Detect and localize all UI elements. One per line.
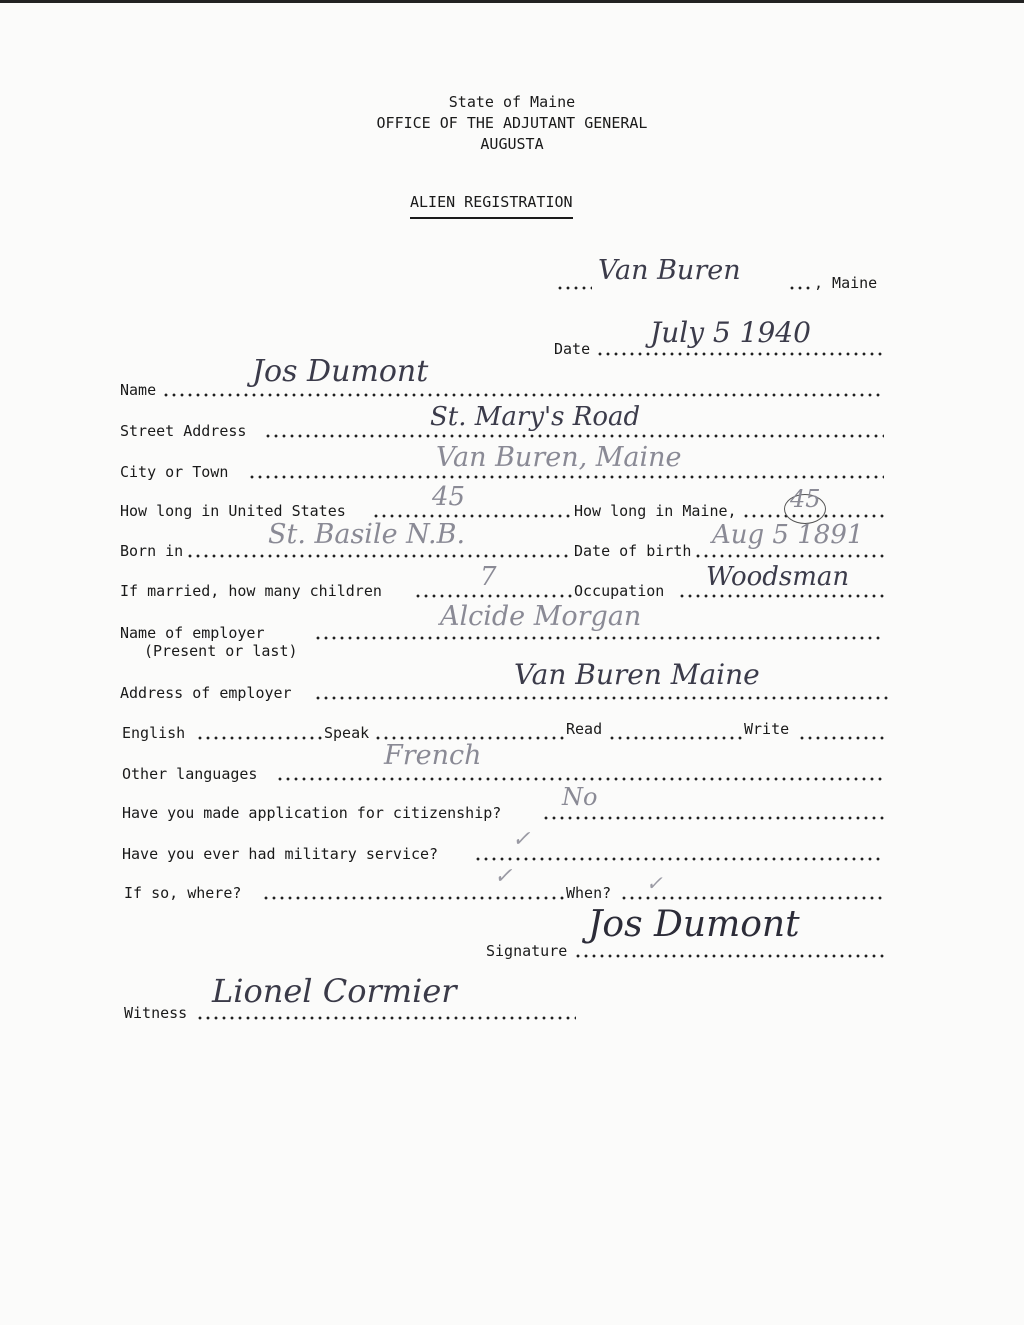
born-in-value: St. Basile N.B. bbox=[268, 519, 466, 550]
employer-address-label: Address of employer bbox=[120, 684, 292, 702]
city-value: Van Buren, Maine bbox=[436, 442, 682, 473]
employer-row bbox=[0, 601, 1024, 660]
header-city: AUGUSTA bbox=[480, 135, 544, 153]
english-speak-label: Speak bbox=[324, 724, 370, 742]
name-row bbox=[0, 354, 1024, 399]
date-of-birth-label: Date of birth bbox=[574, 542, 692, 560]
occupation-value: Woodsman bbox=[706, 562, 850, 592]
citizenship-row bbox=[0, 783, 1024, 822]
other-languages-label: Other languages bbox=[122, 765, 258, 783]
when-label: When? bbox=[566, 884, 612, 902]
city-label: City or Town bbox=[120, 463, 229, 481]
born-row bbox=[0, 519, 1024, 560]
street-label: Street Address bbox=[120, 422, 247, 440]
witness-value: Lionel Cormier bbox=[212, 972, 457, 1010]
location-suffix: , Maine bbox=[814, 274, 878, 292]
children-label: If married, how many children bbox=[120, 582, 382, 600]
form-title: ALIEN REGISTRATION bbox=[410, 193, 573, 219]
date-value: July 5 1940 bbox=[650, 316, 811, 349]
signature-value: Jos Dumont bbox=[588, 904, 800, 945]
street-row bbox=[0, 402, 1024, 440]
employer-sublabel: (Present or last) bbox=[144, 642, 298, 660]
military-check-mark: ✓ bbox=[512, 827, 531, 852]
military-label: Have you ever had military service? bbox=[122, 845, 439, 863]
location-value: Van Buren bbox=[598, 255, 741, 286]
english-write-label: Write bbox=[744, 720, 790, 738]
how-long-us-value: 45 bbox=[432, 482, 466, 512]
english-read-label: Read bbox=[566, 720, 603, 738]
where-check-mark: ✓ bbox=[494, 864, 513, 889]
citizenship-value: No bbox=[562, 783, 598, 811]
how-long-maine-value: 45 bbox=[790, 485, 821, 513]
street-value: St. Mary's Road bbox=[430, 402, 641, 432]
how-long-maine-label: How long in Maine, bbox=[574, 502, 737, 520]
name-label: Name bbox=[120, 381, 157, 399]
city-row bbox=[0, 442, 1024, 481]
location-row bbox=[0, 255, 1024, 292]
how-long-us-label: How long in United States bbox=[120, 502, 346, 520]
occupation-label: Occupation bbox=[574, 582, 665, 600]
where-label: If so, where? bbox=[124, 884, 242, 902]
witness-row bbox=[0, 972, 1024, 1022]
employer-value: Alcide Morgan bbox=[440, 601, 642, 632]
where-row bbox=[0, 864, 1024, 902]
other-languages-row bbox=[0, 740, 1024, 783]
employer-address-row bbox=[0, 658, 1024, 702]
military-row bbox=[0, 827, 1024, 863]
citizenship-label: Have you made application for citizenship? bbox=[122, 804, 502, 822]
form-header bbox=[0, 92, 1024, 155]
scan-edge bbox=[0, 0, 1024, 3]
children-value: 7 bbox=[480, 562, 497, 592]
date-row bbox=[0, 316, 1024, 358]
english-row bbox=[0, 720, 1024, 742]
name-value: Jos Dumont bbox=[252, 354, 429, 389]
date-label: Date bbox=[554, 340, 591, 358]
when-check-mark: ✓ bbox=[646, 871, 663, 895]
employer-label: Name of employer bbox=[120, 624, 265, 642]
how-long-row bbox=[0, 482, 1024, 520]
english-label: English bbox=[122, 724, 186, 742]
employer-address-value: Van Buren Maine bbox=[514, 658, 760, 691]
witness-label: Witness bbox=[124, 1004, 188, 1022]
date-of-birth-value: Aug 5 1891 bbox=[712, 520, 864, 550]
children-row bbox=[0, 562, 1024, 600]
born-in-label: Born in bbox=[120, 542, 184, 560]
signature-label: Signature bbox=[486, 942, 568, 960]
header-state: State of Maine bbox=[448, 93, 576, 111]
signature-row bbox=[0, 904, 1024, 960]
other-languages-value: French bbox=[384, 740, 482, 771]
header-office: OFFICE OF THE ADJUTANT GENERAL bbox=[376, 114, 648, 132]
